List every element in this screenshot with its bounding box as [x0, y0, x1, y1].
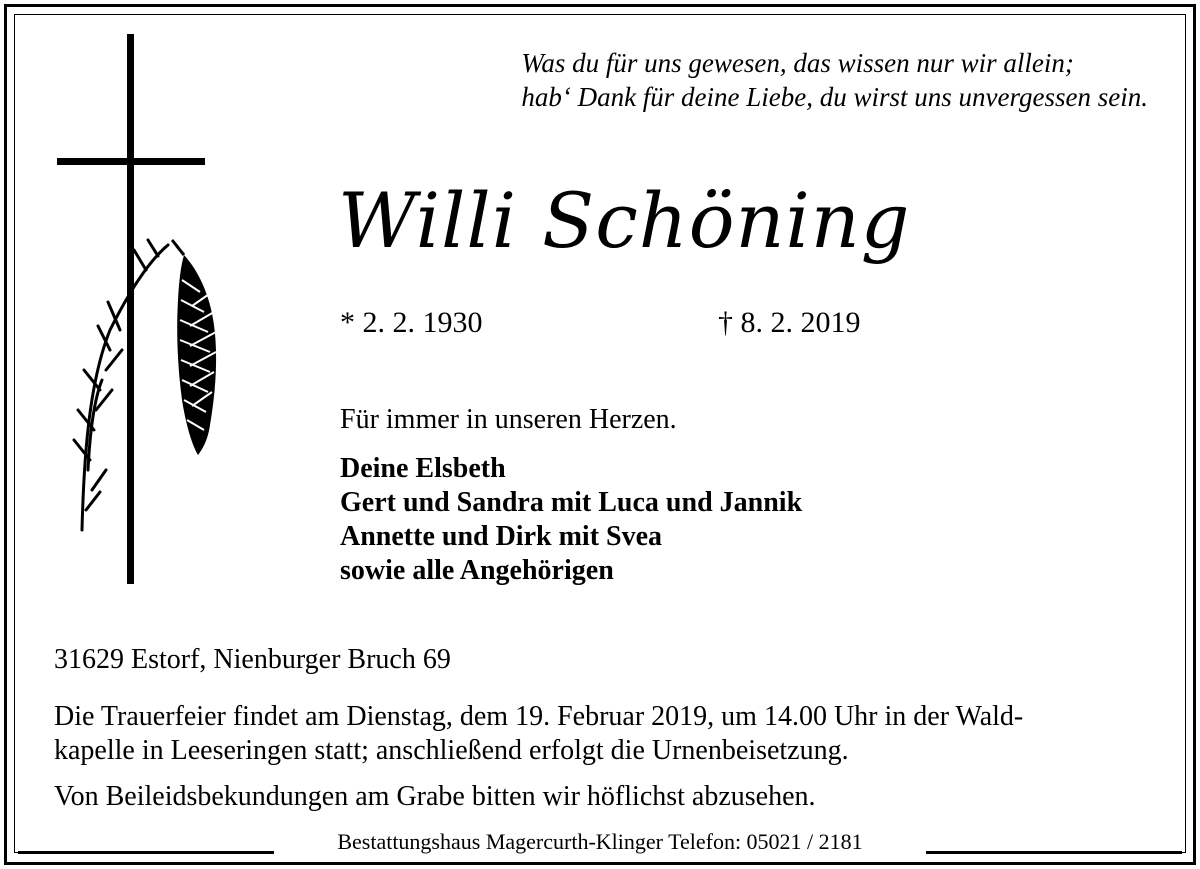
forever-in-hearts: Für immer in unseren Herzen.	[340, 404, 677, 435]
family-list	[340, 452, 802, 588]
footer-rule-right	[926, 851, 1182, 854]
footer-rule-left	[18, 851, 274, 854]
deceased-name: Willi Schöning	[338, 176, 911, 265]
condolence-request: Von Beileidsbekundungen am Grabe bitten wir höflichst abzusehen.	[54, 781, 816, 812]
family-line: Annette und Dirk mit Svea	[340, 521, 663, 552]
ceremony-line-2: kapelle in Leeseringen statt; anschließend erfolgt die Urnenbeisetzung.	[54, 735, 849, 766]
quote-line-1: Was du für uns gewesen, das wissen nur wir allein;	[521, 48, 1074, 78]
funeral-home-footer: Bestattungshaus Magercurth-Klinger Telefon: 05021 / 2181	[274, 829, 926, 855]
quote-line-2: hab‘ Dank für deine Liebe, du wirst uns unvergessen sein.	[521, 82, 1148, 112]
address: 31629 Estorf, Nienburger Bruch 69	[54, 644, 451, 675]
family-line: Deine Elsbeth	[340, 453, 506, 484]
death-date: † 8. 2. 2019	[718, 306, 861, 339]
ceremony-line-1: Die Trauerfeier findet am Dienstag, dem 19. Februar 2019, um 14.00 Uhr in der Wald-	[54, 701, 1024, 732]
ceremony-info	[54, 700, 1023, 768]
memorial-quote	[521, 46, 1148, 114]
family-line: sowie alle Angehörigen	[340, 555, 614, 586]
family-line: Gert und Sandra mit Luca und Jannik	[340, 487, 803, 518]
cross-with-wheat-icon	[50, 30, 230, 590]
birth-date: * 2. 2. 1930	[340, 306, 483, 339]
